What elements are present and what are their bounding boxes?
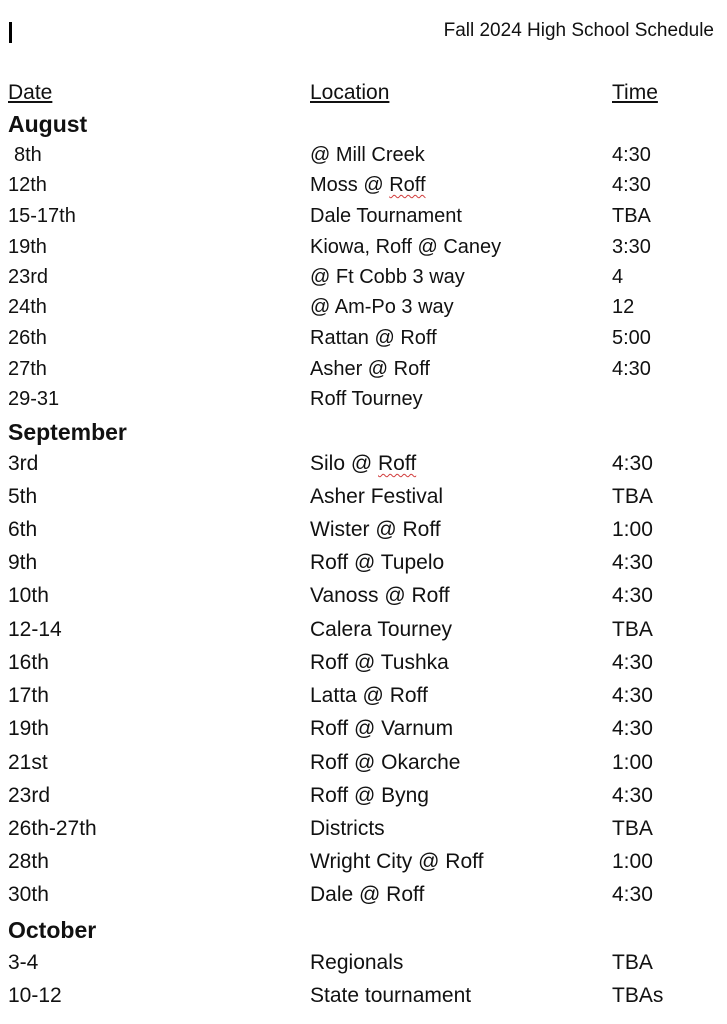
schedule-row <box>0 144 727 174</box>
game-time: 4:30 <box>612 584 653 607</box>
game-time: 4 <box>612 266 624 288</box>
document-title: Fall 2024 High School Schedule <box>443 20 714 41</box>
game-date: 19th <box>8 717 49 740</box>
game-location: Roff @ Tushka <box>310 651 449 674</box>
game-location: Roff @ Byng <box>310 784 429 807</box>
game-location: Silo @ Roff <box>310 452 417 475</box>
schedule-row <box>0 618 727 648</box>
game-time: TBA <box>612 485 653 508</box>
game-date: 10th <box>8 584 49 607</box>
game-location: Wright City @ Roff <box>310 850 484 873</box>
game-date: 16th <box>8 651 49 674</box>
game-time: 1:00 <box>612 518 653 541</box>
game-date: 3-4 <box>8 951 39 974</box>
game-time: 4:30 <box>612 784 653 807</box>
month-heading-october: October <box>8 917 97 943</box>
schedule-row <box>0 817 727 847</box>
game-date: 6th <box>8 518 38 541</box>
schedule-row <box>0 485 727 515</box>
game-time: TBA <box>612 618 653 641</box>
schedule-row <box>0 717 727 747</box>
game-location: Regionals <box>310 951 404 974</box>
game-date: 23rd <box>8 266 49 288</box>
game-location: Roff @ Tupelo <box>310 551 445 574</box>
schedule-row <box>0 751 727 781</box>
schedule-row <box>0 850 727 880</box>
game-time: 4:30 <box>612 651 653 674</box>
game-date: 26th <box>8 327 47 349</box>
game-time: 12 <box>612 296 635 318</box>
game-location: Roff @ Okarche <box>310 751 461 774</box>
game-date: 15-17th <box>8 205 76 227</box>
game-date: 8th <box>14 144 42 166</box>
spellcheck-word: Roff <box>378 452 417 475</box>
game-time: 4:30 <box>612 883 653 906</box>
schedule-row <box>0 584 727 614</box>
game-date: 19th <box>8 236 47 258</box>
game-date: 24th <box>8 296 47 318</box>
text-cursor <box>9 22 12 43</box>
schedule-row <box>0 205 727 235</box>
game-time: TBA <box>612 951 653 974</box>
schedule-row <box>0 296 727 326</box>
schedule-row <box>0 327 727 357</box>
schedule-row <box>0 174 727 204</box>
game-time: 3:30 <box>612 236 651 258</box>
game-time: 4:30 <box>612 717 653 740</box>
schedule-row <box>0 358 727 388</box>
game-date: 10-12 <box>8 984 62 1007</box>
game-location: @ Mill Creek <box>310 144 425 166</box>
game-date: 28th <box>8 850 49 873</box>
month-heading-august: August <box>8 111 88 137</box>
schedule-row <box>0 951 727 981</box>
game-location: State tournament <box>310 984 472 1007</box>
game-location: Vanoss @ Roff <box>310 584 450 607</box>
game-location: Kiowa, Roff @ Caney <box>310 236 502 258</box>
game-time: 4:30 <box>612 358 651 380</box>
game-time: 5:00 <box>612 327 651 349</box>
game-time: 1:00 <box>612 850 653 873</box>
game-date: 21st <box>8 751 48 774</box>
game-location: Calera Tourney <box>310 618 453 641</box>
game-date: 27th <box>8 358 47 380</box>
schedule-row <box>0 452 727 482</box>
game-location: Dale @ Roff <box>310 883 425 906</box>
game-date: 9th <box>8 551 38 574</box>
game-date: 26th-27th <box>8 817 97 840</box>
game-location: @ Ft Cobb 3 way <box>310 266 465 288</box>
game-location: Moss @ Roff <box>310 174 426 196</box>
game-time: 1:00 <box>612 751 653 774</box>
game-location: @ Am-Po 3 way <box>310 296 454 318</box>
game-date: 5th <box>8 485 38 508</box>
game-time: TBAs <box>612 984 664 1007</box>
game-location: Roff @ Varnum <box>310 717 454 740</box>
game-location: Rattan @ Roff <box>310 327 437 349</box>
schedule-row <box>0 388 727 418</box>
game-time: TBA <box>612 817 653 840</box>
game-date: 12th <box>8 174 47 196</box>
game-time: 4:30 <box>612 551 653 574</box>
month-heading-september: September <box>8 419 127 445</box>
game-time: TBA <box>612 205 651 227</box>
game-location: Latta @ Roff <box>310 684 428 707</box>
game-date: 3rd <box>8 452 39 475</box>
schedule-row <box>0 266 727 296</box>
time-column-header: Time <box>612 81 658 104</box>
schedule-row <box>0 984 727 1014</box>
schedule-row <box>0 651 727 681</box>
schedule-row <box>0 236 727 266</box>
schedule-row <box>0 518 727 548</box>
spellcheck-word: Roff <box>389 174 426 196</box>
game-date: 17th <box>8 684 49 707</box>
location-column-header: Location <box>310 81 390 104</box>
game-location: Wister @ Roff <box>310 518 441 541</box>
date-column-header: Date <box>8 81 53 104</box>
schedule-row <box>0 684 727 714</box>
game-time: 4:30 <box>612 174 651 196</box>
game-date: 12-14 <box>8 618 62 641</box>
game-time: 4:30 <box>612 452 653 475</box>
game-date: 23rd <box>8 784 51 807</box>
game-location: Asher @ Roff <box>310 358 430 380</box>
schedule-row <box>0 551 727 581</box>
game-date: 29-31 <box>8 388 60 410</box>
game-location: Roff Tourney <box>310 388 423 410</box>
schedule-row <box>0 784 727 814</box>
game-location: Districts <box>310 817 385 840</box>
game-location: Dale Tournament <box>310 205 462 227</box>
game-date: 30th <box>8 883 49 906</box>
game-time: 4:30 <box>612 144 651 166</box>
game-time: 4:30 <box>612 684 653 707</box>
schedule-row <box>0 883 727 913</box>
game-location: Asher Festival <box>310 485 444 508</box>
